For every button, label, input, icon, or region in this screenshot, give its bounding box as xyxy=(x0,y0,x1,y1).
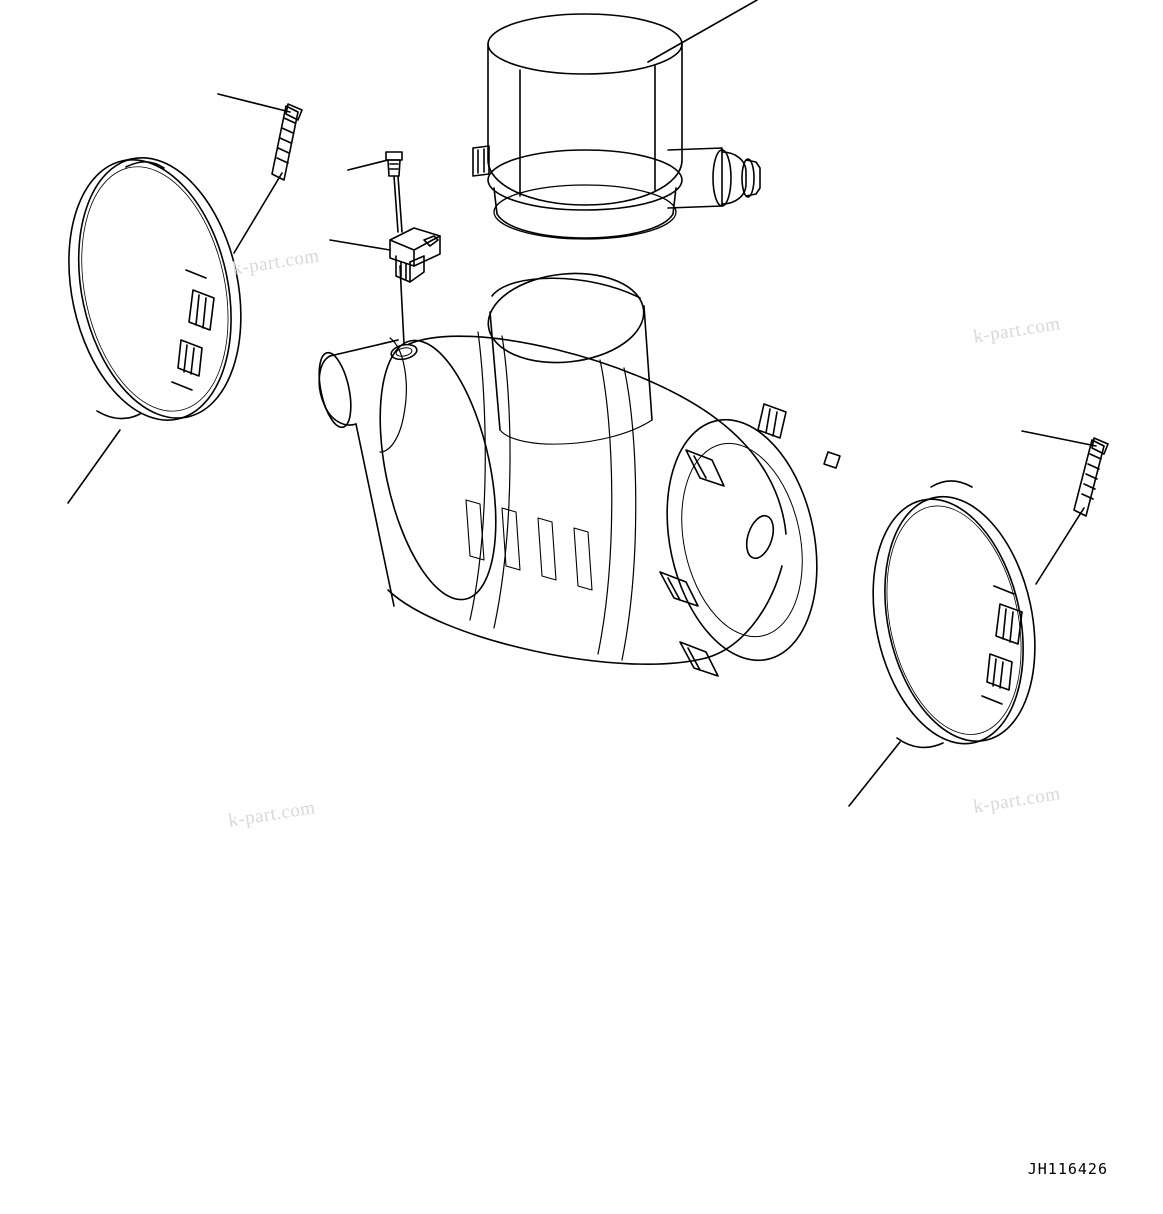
leader-line-clamp-band-right-lower xyxy=(849,742,900,806)
leader-line-dust-cup-cover xyxy=(648,0,757,62)
part-air-cleaner-body xyxy=(313,266,840,676)
part-clamp-bolt-right xyxy=(1074,438,1108,516)
watermark: k-part.com xyxy=(226,797,317,832)
part-dust-cup-cover xyxy=(473,14,760,239)
part-clamp-band-left xyxy=(46,143,263,436)
leader-line-dust-indicator xyxy=(330,240,390,250)
part-dust-indicator xyxy=(390,228,440,282)
leader-line-clamp-band-right xyxy=(1022,431,1096,446)
leader-line-clamp-bolt-right xyxy=(1036,508,1084,584)
leader-line-clamp-band-left xyxy=(218,94,290,112)
leader-line-clamp-bolt-left xyxy=(234,173,282,253)
watermark: k-part.com xyxy=(971,783,1062,818)
part-indicator-bolt xyxy=(386,152,404,344)
watermark: k-part.com xyxy=(230,245,321,280)
leader-line-indicator-bolt xyxy=(348,160,388,170)
leader-line-clamp-band-left-lower xyxy=(68,430,120,503)
part-clamp-band-right xyxy=(852,481,1056,758)
part-clamp-bolt-left xyxy=(272,104,302,180)
drawing-number-label: JH116426 xyxy=(1027,1160,1108,1178)
watermark: k-part.com xyxy=(971,313,1062,348)
